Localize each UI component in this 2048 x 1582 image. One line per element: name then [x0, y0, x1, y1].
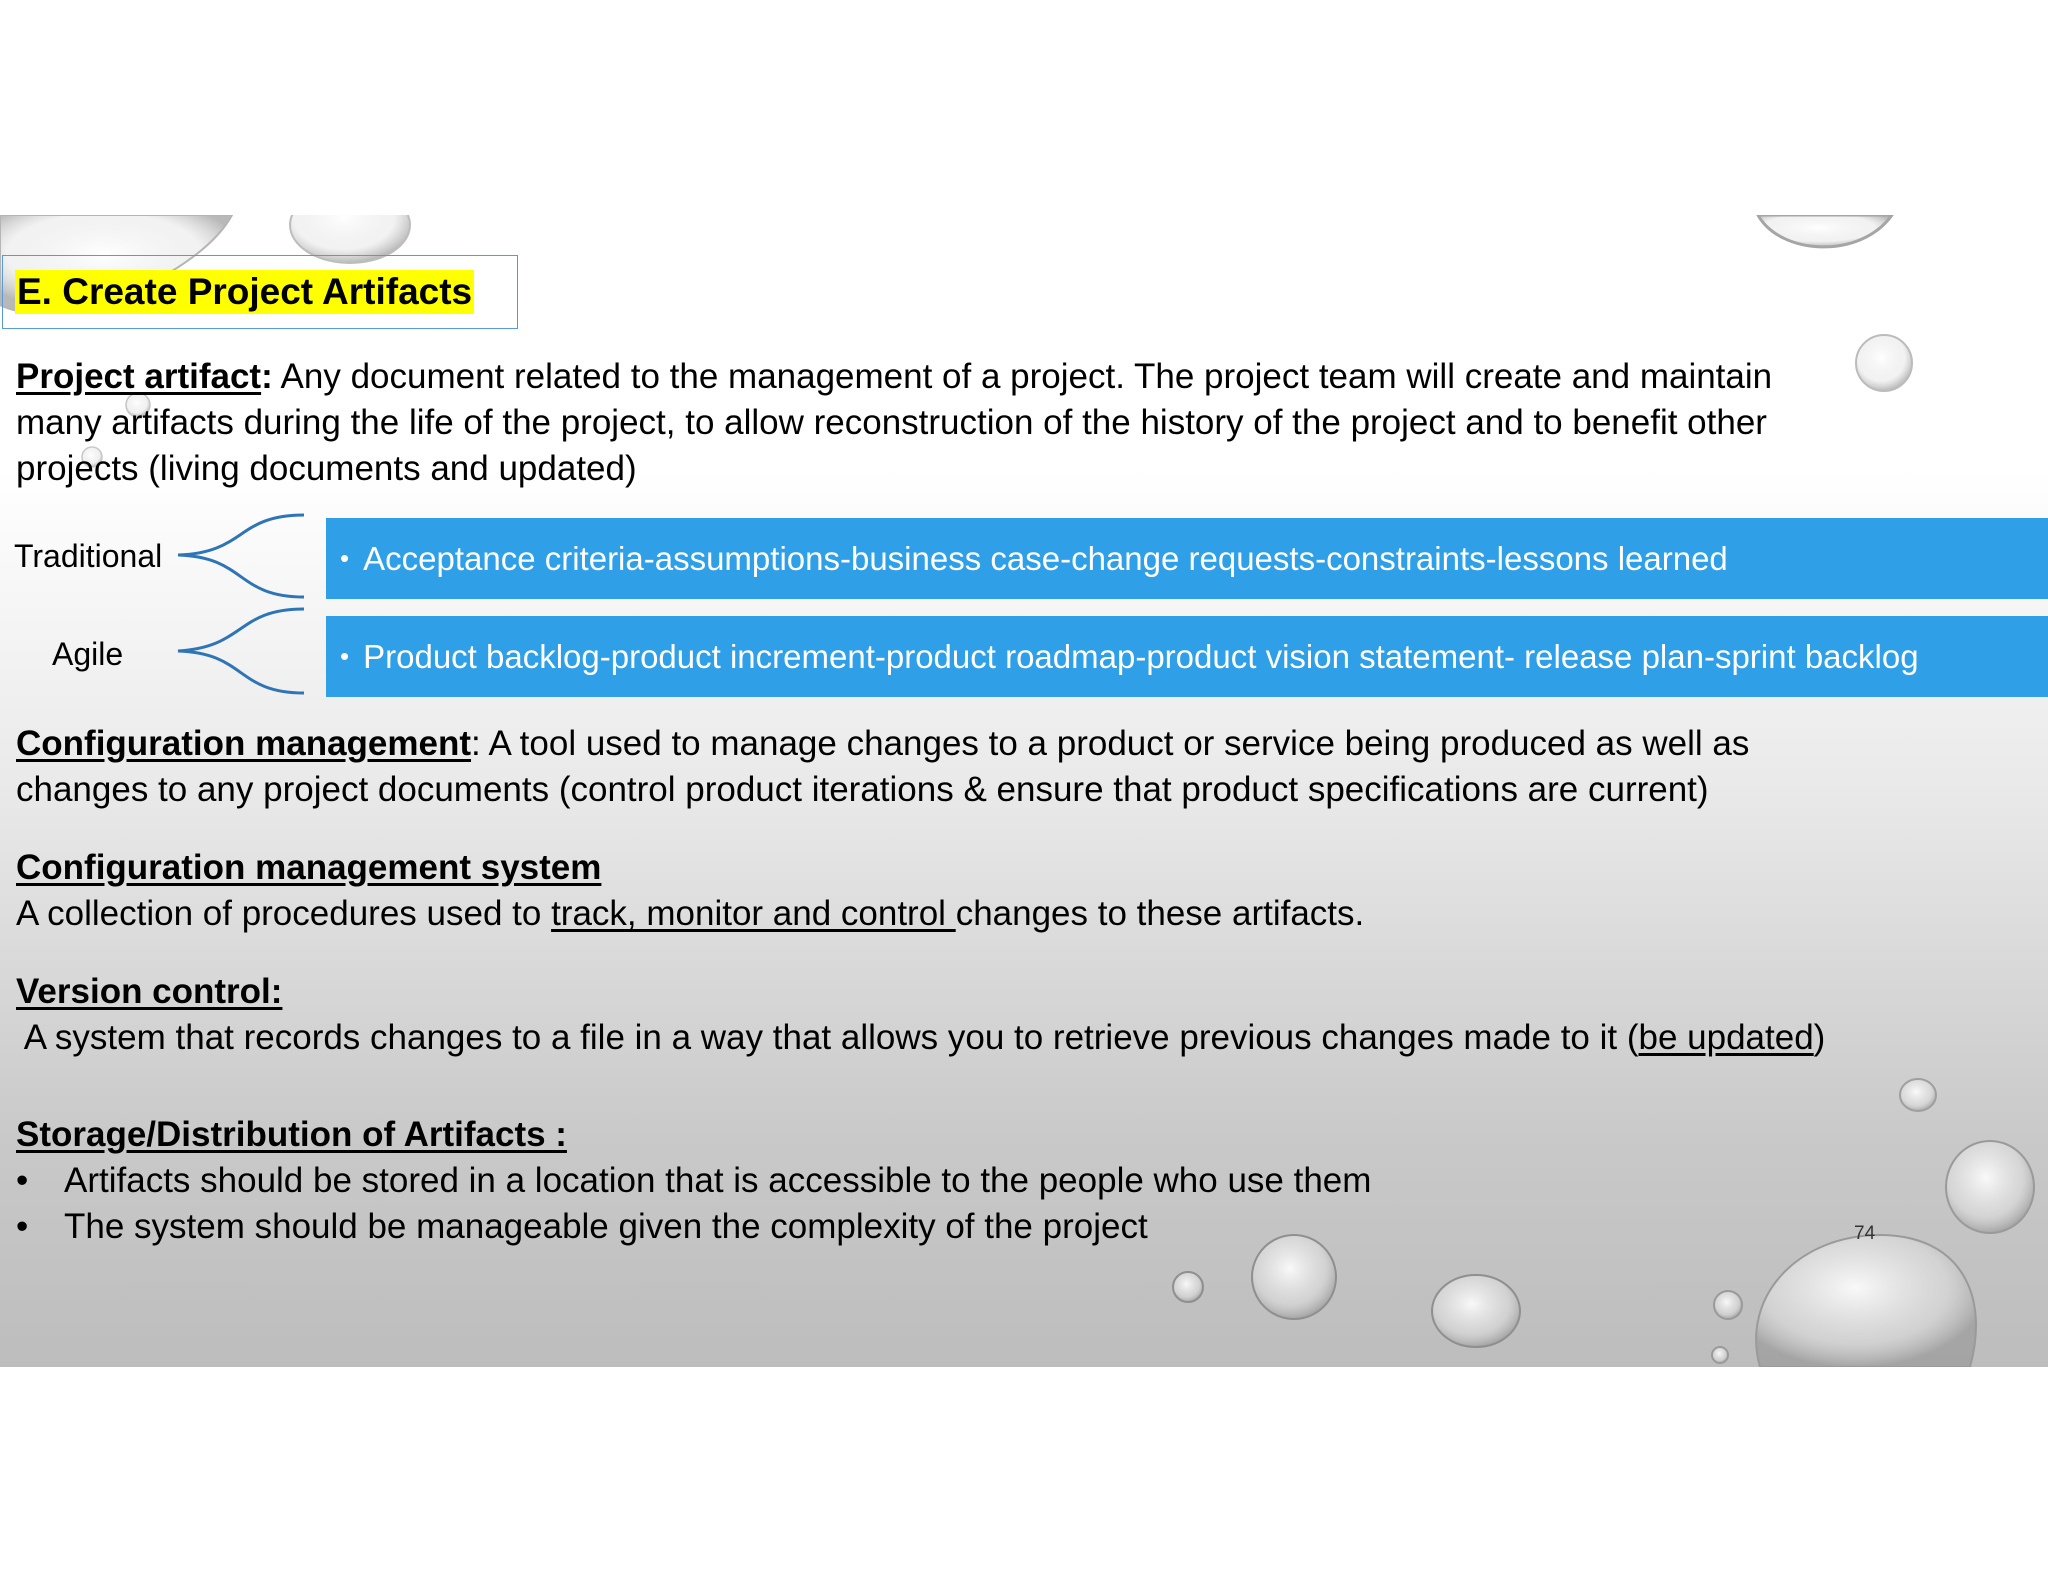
storage-bullet-1-text: Artifacts should be stored in a location that is accessible to the people who use them — [64, 1161, 1372, 1200]
bullet: • — [16, 1161, 29, 1200]
version-control-definition — [16, 1015, 1825, 1061]
config-mgmt-line-2: changes to any project documents (control product iterations & ensure that product specifications are current) — [16, 770, 1709, 809]
category-label-agile: Agile — [52, 636, 124, 672]
config-system-heading: Configuration management system — [16, 848, 602, 887]
config-mgmt-definition: : A tool used to manage changes to a product or service being produced as well as — [471, 724, 1750, 763]
storage-bullet-2 — [16, 1204, 1148, 1250]
project-artifact-line-1 — [16, 354, 1772, 400]
config-system-underlined: track, monitor and control — [551, 894, 956, 933]
config-system-definition — [16, 891, 1364, 937]
bullet: • — [340, 543, 350, 573]
version-control-heading: Version control: — [16, 972, 283, 1011]
bracket-traditional — [176, 513, 306, 603]
bullet: • — [340, 641, 350, 671]
bullet: • — [16, 1207, 29, 1246]
version-control-text-before: A system that records changes to a file in a way that allows you to retrieve previous changes made to it ( — [16, 1018, 1639, 1057]
config-mgmt-term: Configuration management — [16, 724, 472, 763]
category-label-traditional: Traditional — [14, 538, 163, 574]
config-system-text-after: changes to these artifacts. — [955, 894, 1365, 933]
droplet-bottom-right-large — [1756, 1235, 1976, 1367]
droplet-bottom-4 — [1714, 1291, 1742, 1319]
agile-artifacts-text: Product backlog-product increment-product roadmap-product vision statement- release plan-sprint backlog — [363, 637, 1919, 675]
project-artifact-colon: : — [261, 357, 273, 396]
traditional-artifacts-bar — [326, 518, 2048, 599]
droplet-bottom-3 — [1432, 1275, 1520, 1347]
storage-bullet-1 — [16, 1158, 1371, 1204]
agile-artifacts-bar — [326, 616, 2048, 697]
bracket-agile — [176, 607, 306, 697]
version-control-text-after: ) — [1813, 1018, 1826, 1057]
version-control-underlined: be updated — [1638, 1018, 1814, 1057]
project-artifact-definition: Any document related to the management of a project. The project team will create and maintain — [272, 357, 1773, 396]
droplet-top-right — [1758, 215, 1892, 247]
config-system-text-before: A collection of procedures used to — [16, 894, 552, 933]
droplet-right-lower — [1946, 1141, 2034, 1233]
storage-bullet-2-text: The system should be manageable given the complexity of the project — [64, 1207, 1148, 1246]
slide — [0, 215, 2048, 1367]
page-number: 74 — [1854, 1223, 1876, 1244]
title-box — [2, 255, 518, 329]
config-mgmt-line-1 — [16, 721, 1749, 767]
traditional-artifacts-text: Acceptance criteria-assumptions-business case-change requests-constraints-lessons learned — [363, 539, 1728, 577]
project-artifact-line-2: many artifacts during the life of the project, to allow reconstruction of the history of the project and to benefit other — [16, 403, 1767, 442]
project-artifact-term: Project artifact — [16, 357, 262, 396]
project-artifact-line-3: projects (living documents and updated) — [16, 449, 637, 488]
droplet-right-upper — [1856, 335, 1912, 391]
droplet-bottom-1 — [1252, 1235, 1336, 1319]
storage-heading: Storage/Distribution of Artifacts : — [16, 1115, 567, 1154]
droplet-bottom-2 — [1173, 1272, 1203, 1302]
slide-title: E. Create Project Artifacts — [17, 271, 473, 312]
droplet-right-mid — [1900, 1079, 1936, 1111]
droplet-bottom-5 — [1712, 1347, 1728, 1363]
